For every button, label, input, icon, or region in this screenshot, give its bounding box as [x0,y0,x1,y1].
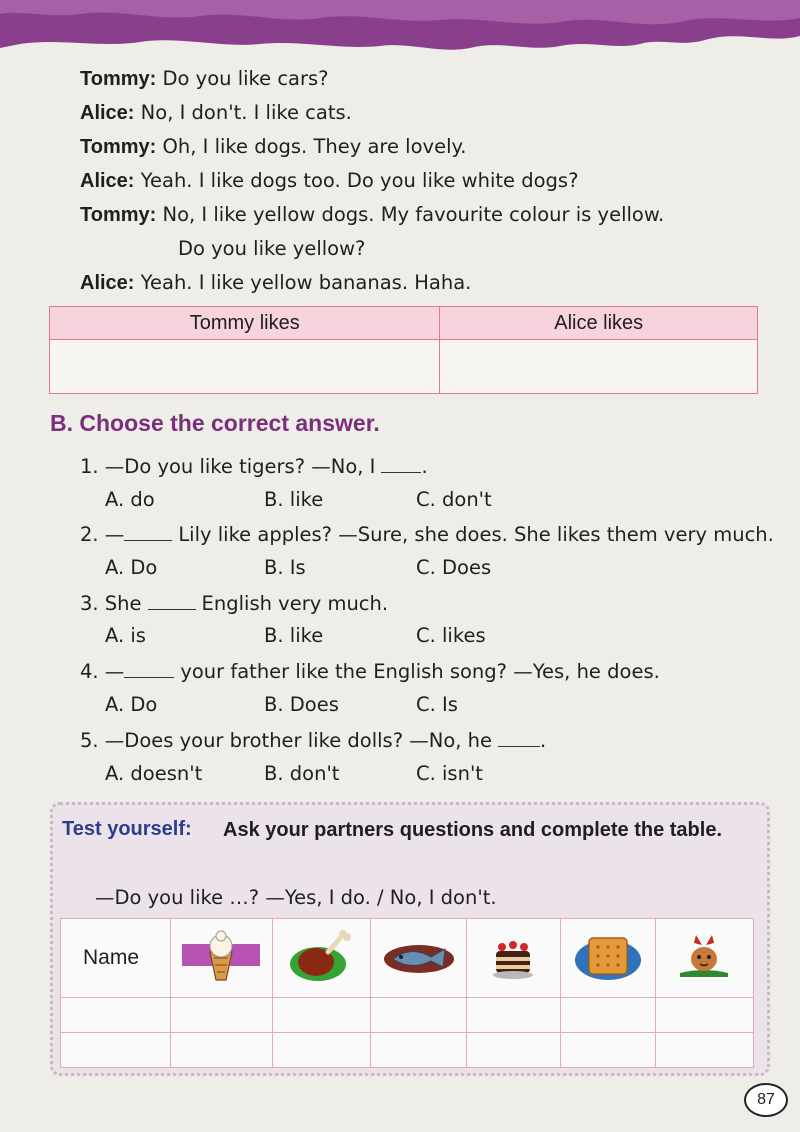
survey-cell[interactable] [560,1033,655,1068]
option-c[interactable]: C. Is [416,693,458,716]
likes-table [49,306,758,394]
utterance: Do you like cars? [162,67,329,90]
utterance: Do you like yellow? [178,237,366,260]
question-text: your father like the English song? —Yes, he does. [180,660,660,683]
question-3 [80,591,388,615]
utterance: No, I don't. I like cats. [140,101,352,124]
survey-cell[interactable] [170,998,272,1033]
speaker: Alice: [80,170,135,192]
question-text: 4. — [80,660,125,683]
option-b[interactable]: B. like [264,488,324,511]
ice-cream-header [170,919,272,998]
survey-cell[interactable] [655,1033,753,1068]
answer-blank[interactable] [498,728,540,747]
option-c[interactable]: C. Does [416,556,492,579]
hot-dog-header [655,919,753,998]
utterance: Yeah. I like dogs too. Do you like white dogs? [140,169,579,192]
survey-cell[interactable] [560,998,655,1033]
utterance: No, I like yellow dogs. My favourite colour is yellow. [162,203,665,226]
option-b[interactable]: B. Is [264,556,306,579]
dialogue-line [80,232,780,266]
test-yourself-instruction: Ask your partners questions and complete the table. [223,819,723,841]
option-a[interactable]: A. is [105,624,146,647]
question-text: 1. —Do you like tigers? —No, I [80,455,376,478]
option-c[interactable]: C. don't [416,488,492,511]
answer-blank[interactable] [381,454,421,473]
speaker: Tommy: [80,204,157,226]
alice-likes-answer-cell[interactable] [440,340,758,394]
hot-dog-icon [674,931,734,981]
utterance: Oh, I like dogs. They are lovely. [162,135,467,158]
survey-cell[interactable] [467,1033,561,1068]
speaker: Alice: [80,272,135,294]
question-text: 2. — [80,523,125,546]
survey-cell[interactable] [655,998,753,1033]
survey-cell[interactable] [371,998,467,1033]
page-number: 87 [744,1083,788,1117]
name-header: Name [61,919,171,998]
dialogue-line [80,198,780,232]
option-b[interactable]: B. Does [264,693,339,716]
question-4 [80,659,660,683]
fish-icon [381,933,457,979]
speaker: Alice: [80,102,135,124]
ice-cream-icon [178,928,264,984]
option-a[interactable]: A. doesn't [105,762,203,785]
utterance: Yeah. I like yellow bananas. Haha. [140,271,472,294]
option-b[interactable]: B. like [264,624,324,647]
question-2 [80,522,774,546]
biscuit-icon [573,928,643,984]
dialogue [80,62,780,300]
fish-header [371,919,467,998]
answer-blank[interactable] [124,659,174,678]
survey-cell[interactable] [467,998,561,1033]
dialogue-line [80,96,780,130]
dialogue-line [80,266,780,300]
dialogue-line [80,164,780,198]
option-a[interactable]: A. Do [105,693,158,716]
question-text: Lily like apples? —Sure, she does. She likes them very much. [178,523,774,546]
question-text: . [540,729,547,752]
cake-header [467,919,561,998]
speaker: Tommy: [80,68,157,90]
survey-cell[interactable] [61,1033,171,1068]
speaker: Tommy: [80,136,157,158]
model-sentence: —Do you like …? —Yes, I do. / No, I don't. [95,886,497,909]
survey-cell[interactable] [170,1033,272,1068]
question-1 [80,454,428,478]
dialogue-line [80,130,780,164]
question-text: English very much. [201,592,389,615]
answer-blank[interactable] [124,522,172,541]
cake-icon [488,931,538,981]
option-a[interactable]: A. do [105,488,155,511]
option-b[interactable]: B. don't [264,762,340,785]
survey-cell[interactable] [272,998,371,1033]
header-decoration [0,0,800,70]
test-yourself-label: Test yourself: [62,818,192,840]
option-a[interactable]: A. Do [105,556,158,579]
answer-blank[interactable] [148,591,196,610]
dialogue-line [80,62,780,96]
tommy-likes-header: Tommy likes [50,307,440,340]
question-text: 3. She [80,592,142,615]
chicken-leg-icon [286,928,356,984]
question-text: 5. —Does your brother like dolls? —No, he [80,729,493,752]
survey-cell[interactable] [272,1033,371,1068]
question-text: . [421,455,428,478]
question-5 [80,728,546,752]
survey-cell[interactable] [61,998,171,1033]
option-c[interactable]: C. likes [416,624,486,647]
biscuit-header [560,919,655,998]
alice-likes-header: Alice likes [440,307,758,340]
survey-cell[interactable] [371,1033,467,1068]
section-b-title: B. Choose the correct answer. [50,410,380,436]
chicken-leg-header [272,919,371,998]
option-c[interactable]: C. isn't [416,762,483,785]
tommy-likes-answer-cell[interactable] [50,340,440,394]
survey-table [60,918,754,1068]
